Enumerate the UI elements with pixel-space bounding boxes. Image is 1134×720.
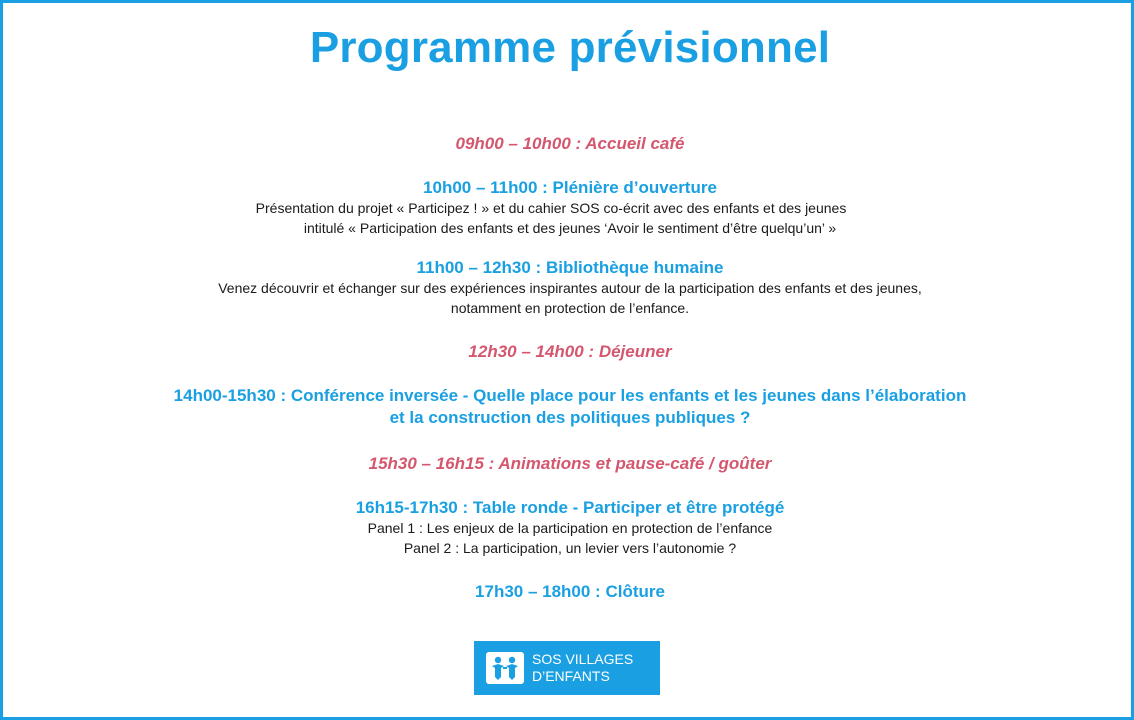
agenda-item-animations: 15h30 – 16h15 : Animations et pause-café / goûter [368, 454, 772, 473]
agenda-item-conference-line1: 14h00-15h30 : Conférence inversée - Quelle place pour les enfants et les jeunes dans l’élaboration [173, 386, 967, 405]
logo-line2: D’ENFANTS [532, 668, 610, 684]
sos-children-villages-logo-icon [486, 652, 524, 684]
agenda-item-cloture: 17h30 – 18h00 : Clôture [475, 582, 665, 601]
page-title: Programme prévisionnel [309, 23, 831, 72]
agenda-item-pleniere-heading: 10h00 – 11h00 : Plénière d’ouverture [423, 178, 717, 197]
logo-wordmark [532, 651, 633, 685]
agenda-item-table-ronde-panel1: Panel 1 : Les enjeux de la participation en protection de l’enfance [367, 520, 773, 536]
sos-villages-logo [474, 641, 660, 695]
logo-line1: SOS VILLAGES [532, 651, 634, 667]
agenda-item-table-ronde-heading: 16h15-17h30 : Table ronde - Participer et être protégé [355, 498, 785, 517]
agenda-item-pleniere-desc-line1: Présentation du projet « Participez ! » et du cahier SOS co-écrit avec des enfants et des jeunes [255, 200, 847, 216]
agenda-item-conference-line2: et la construction des politiques publiques ? [389, 408, 751, 427]
agenda-item-bibliotheque-desc-line2: notamment en protection de l’enfance. [450, 300, 690, 316]
agenda-item-dejeuner: 12h30 – 14h00 : Déjeuner [468, 342, 672, 361]
agenda-item-bibliotheque-desc-line1: Venez découvrir et échanger sur des expériences inspirantes autour de la participation des enfants et des jeunes, [218, 280, 922, 296]
agenda-item-table-ronde-panel2: Panel 2 : La participation, un levier vers l’autonomie ? [403, 540, 737, 556]
agenda-item-accueil: 09h00 – 10h00 : Accueil café [455, 134, 685, 153]
agenda-item-bibliotheque-heading: 11h00 – 12h30 : Bibliothèque humaine [416, 258, 724, 277]
agenda-item-pleniere-desc-line2: intitulé « Participation des enfants et des jeunes ‘Avoir le sentiment d’être quelqu’un’ » [303, 220, 837, 236]
